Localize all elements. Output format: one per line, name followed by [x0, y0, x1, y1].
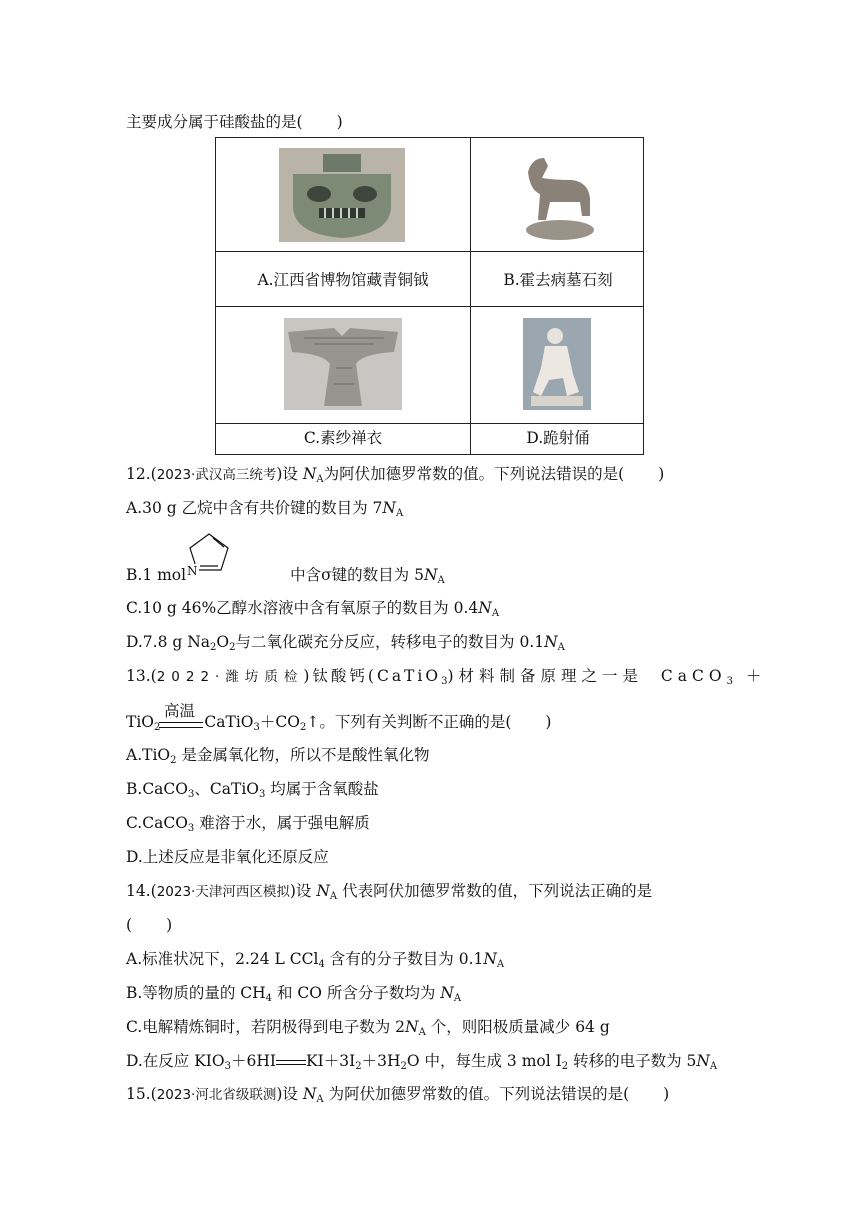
question-13-equation: TiO$_2$ $CaTiO_3+CO_2↑$。下列有关判断不正确的是( )	[126, 713, 552, 733]
kneeling-archer-image	[523, 318, 591, 410]
option-b-caption: B.霍去病墓石刻	[503, 271, 613, 289]
reaction-condition: 高温	[164, 702, 196, 720]
question-14-option-a: A.标准状况下，2.24 L CCl$_4$ 含有的分子数目为 $0.1N_A$	[126, 950, 505, 970]
question-15-stem: 15.(2023·河北省级联测)设 $N_A$ 为阿伏加德罗常数的值。下列说法错误的是( )	[126, 1085, 670, 1105]
question-12-option-c: C.10 g 46%乙醇水溶液中含有氧原子的数目为 $0.4N_A$	[126, 599, 500, 619]
question-13-option-b: B.CaCO$_3$、CaTiO$_3$ 均属于含氧酸盐	[126, 780, 379, 800]
options-table	[215, 137, 644, 455]
question-14-stem: 14.(2023·天津河西区模拟)设 $N_A$ 代表阿伏加德罗常数的值，下列说法正确的是	[126, 882, 653, 902]
question-14-option-c: C.电解精炼铜时，若阴极得到电子数为 $2N_A$ 个，则阳极质量减少 64 g	[126, 1018, 610, 1038]
question-14-answer-paren: ( )	[126, 916, 173, 934]
question-13-stem: 13.(2022·潍坊质检)钛酸钙(CaTiO$_3$)材料制备原理之一是 CaCO$_3$ ＋	[126, 667, 762, 687]
stone-horse-image	[520, 150, 596, 242]
question-13-option-c: C.CaCO$_3$ 难溶于水，属于强电解质	[126, 814, 370, 834]
option-d-caption: D.跪射俑	[526, 429, 590, 447]
question-14-option-d: D.在反应 $KIO_3+6HI$ $KI+3I_2+3H_2O$ 中，每生成 3 mol $I_2$ 转移的电子数为 $5N_A$	[126, 1052, 718, 1072]
pyrrole-n-label: N	[187, 564, 198, 578]
silk-gown-image	[284, 318, 402, 410]
question-12-option-d: D.7.8 g $Na_2O_2$与二氧化碳充分反应，转移电子的数目为 $0.1N_A$	[126, 633, 565, 653]
option-a-caption: A.江西省博物馆藏青铜钺	[257, 271, 429, 289]
question-14-option-b: B.等物质的量的 $CH_4$ 和 CO 所含分子数均为 $N_A$	[126, 984, 462, 1004]
option-c-caption: C.素纱禅衣	[303, 429, 383, 447]
question-13-option-a: A.TiO$_2$ 是金属氧化物，所以不是酸性氧化物	[126, 746, 430, 766]
question-11-stem: 主要成分属于硅酸盐的是( )	[126, 113, 343, 131]
question-12-option-b: B.1 mol 中含σ键的数目为 $5N_A$	[126, 566, 445, 586]
question-12-stem: 12.(2023·武汉高三统考)设 $N_A$为阿伏加德罗常数的值。下列说法错误的是( )	[126, 465, 665, 485]
bronze-axe-image	[279, 148, 405, 242]
question-12-option-a: A.30 g 乙烷中含有共价键的数目为 $7N_A$	[126, 499, 404, 519]
question-13-option-d: D.上述反应是非氧化还原反应	[126, 848, 329, 866]
